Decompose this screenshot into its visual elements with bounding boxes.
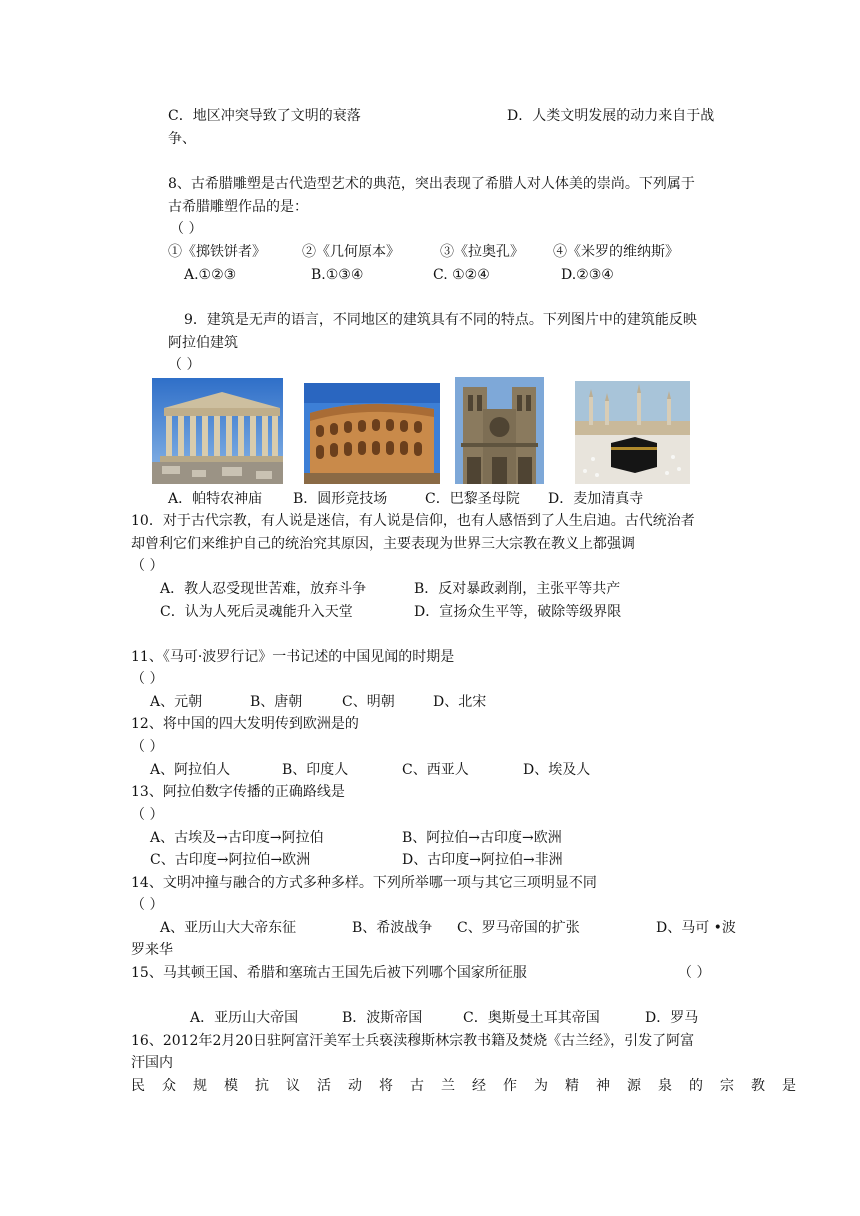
q12-option-c: C、西亚人 bbox=[402, 762, 469, 778]
q8-item-2: ②《几何原本》 bbox=[302, 244, 400, 260]
q16-stem-line1: 16、2012年2月20日驻阿富汗美军士兵亵渎穆斯林宗教书籍及焚烧《古兰经》，引发了阿富 bbox=[131, 1033, 695, 1049]
q8-option-d: D.②③④ bbox=[561, 267, 614, 283]
q11-option-d: D、北宋 bbox=[433, 694, 487, 710]
q14-option-d-continued: 罗来华 bbox=[131, 942, 173, 958]
q11-answer-blank: （ ） bbox=[131, 671, 164, 687]
q9-answer-blank: （ ） bbox=[168, 357, 201, 373]
q9-option-d: D．麦加清真寺 bbox=[548, 491, 644, 507]
q8-option-c: C. ①②④ bbox=[433, 267, 490, 283]
q15-stem: 15、马其顿王国、希腊和塞琉古王国先后被下列哪个国家所征服 bbox=[131, 965, 527, 981]
q12-stem: 12、将中国的四大发明传到欧洲是的 bbox=[131, 716, 359, 732]
q13-option-d: D、古印度→阿拉伯→非洲 bbox=[402, 852, 563, 868]
q15-option-a: A．亚历山大帝国 bbox=[190, 1010, 299, 1026]
notre-dame-photo bbox=[455, 377, 544, 484]
q14-option-b: B、希波战争 bbox=[352, 920, 433, 936]
colosseum-photo bbox=[304, 383, 440, 484]
q7-option-d: D．人类文明发展的动力来自于战 bbox=[507, 108, 715, 124]
q8-item-3: ③《拉奥孔》 bbox=[440, 244, 524, 260]
q10-stem-line2: 却曾利它们来维护自己的统治究其原因，主要表现为世界三大宗教在教义上都强调 bbox=[131, 536, 635, 552]
q15-option-d: D．罗马 bbox=[645, 1010, 699, 1026]
q10-option-b: B．反对暴政剥削，主张平等共产 bbox=[414, 581, 621, 597]
parthenon-photo bbox=[152, 378, 283, 484]
q9-stem-line2: 阿拉伯建筑 bbox=[168, 335, 238, 351]
q8-stem-line1: 8、古希腊雕塑是古代造型艺术的典范，突出表现了希腊人对人体美的崇尚。下列属于 bbox=[168, 176, 695, 192]
q11-option-b: B、唐朝 bbox=[250, 694, 303, 710]
q7-option-d-continued: 争、 bbox=[168, 131, 196, 147]
q13-stem: 13、阿拉伯数字传播的正确路线是 bbox=[131, 784, 345, 800]
q10-option-a: A．教人忍受现世苦难，放弃斗争 bbox=[160, 581, 367, 597]
q10-option-c: C．认为人死后灵魂能升入天堂 bbox=[160, 604, 353, 620]
q13-option-c: C、古印度→阿拉伯→欧洲 bbox=[150, 852, 311, 868]
q14-option-a: A、亚历山大大帝东征 bbox=[160, 920, 297, 936]
q16-stem-line3: 民众规模抗议活动将古兰经作为精神源泉的宗教是 bbox=[131, 1078, 813, 1094]
q12-option-a: A、阿拉伯人 bbox=[150, 762, 231, 778]
q14-answer-blank: （ ） bbox=[131, 897, 164, 913]
q8-item-1: ①《掷铁饼者》 bbox=[168, 244, 266, 260]
q12-option-b: B、印度人 bbox=[282, 762, 349, 778]
q12-option-d: D、埃及人 bbox=[523, 762, 591, 778]
q8-stem-line2: 古希腊雕塑作品的是： bbox=[168, 199, 308, 215]
mecca-mosque-photo bbox=[575, 381, 690, 484]
q8-answer-blank: （ ） bbox=[170, 221, 203, 237]
q8-option-b: B.①③④ bbox=[311, 267, 364, 283]
q9-option-a: A．帕特农神庙 bbox=[168, 491, 263, 507]
q9-stem-line1: 9．建筑是无声的语言，不同地区的建筑具有不同的特点。下列图片中的建筑能反映 bbox=[184, 312, 697, 328]
q13-answer-blank: （ ） bbox=[131, 807, 164, 823]
q15-option-c: C．奥斯曼土耳其帝国 bbox=[463, 1010, 600, 1026]
q10-stem-line1: 10．对于古代宗教，有人说是迷信，有人说是信仰，也有人感悟到了人生启迪。古代统治者 bbox=[131, 513, 695, 529]
q9-option-b: B．圆形竞技场 bbox=[293, 491, 388, 507]
q13-option-b: B、阿拉伯→古印度→欧洲 bbox=[402, 830, 562, 846]
q12-answer-blank: （ ） bbox=[131, 739, 164, 755]
q14-option-d: D、马可 •波 bbox=[656, 920, 736, 936]
q8-option-a: A.①②③ bbox=[184, 267, 237, 283]
q15-option-b: B．波斯帝国 bbox=[342, 1010, 423, 1026]
q14-stem: 14、文明冲撞与融合的方式多种多样。下列所举哪一项与其它三项明显不同 bbox=[131, 875, 597, 891]
q11-option-c: C、明朝 bbox=[342, 694, 395, 710]
q9-option-c: C．巴黎圣母院 bbox=[425, 491, 520, 507]
q10-option-d: D．宣扬众生平等，破除等级界限 bbox=[414, 604, 622, 620]
q13-option-a: A、古埃及→古印度→阿拉伯 bbox=[150, 830, 324, 846]
q15-answer-blank: （ ） bbox=[678, 965, 711, 981]
q16-stem-line2: 汗国内 bbox=[131, 1055, 173, 1071]
q14-option-c: C、罗马帝国的扩张 bbox=[457, 920, 580, 936]
q8-item-4: ④《米罗的维纳斯》 bbox=[553, 244, 679, 260]
q11-option-a: A、元朝 bbox=[150, 694, 203, 710]
q7-option-c: C．地区冲突导致了文明的衰落 bbox=[168, 108, 361, 124]
q10-answer-blank: （ ） bbox=[131, 558, 164, 574]
q11-stem: 11、《马可·波罗行记》一书记述的中国见闻的时期是 bbox=[131, 649, 455, 665]
